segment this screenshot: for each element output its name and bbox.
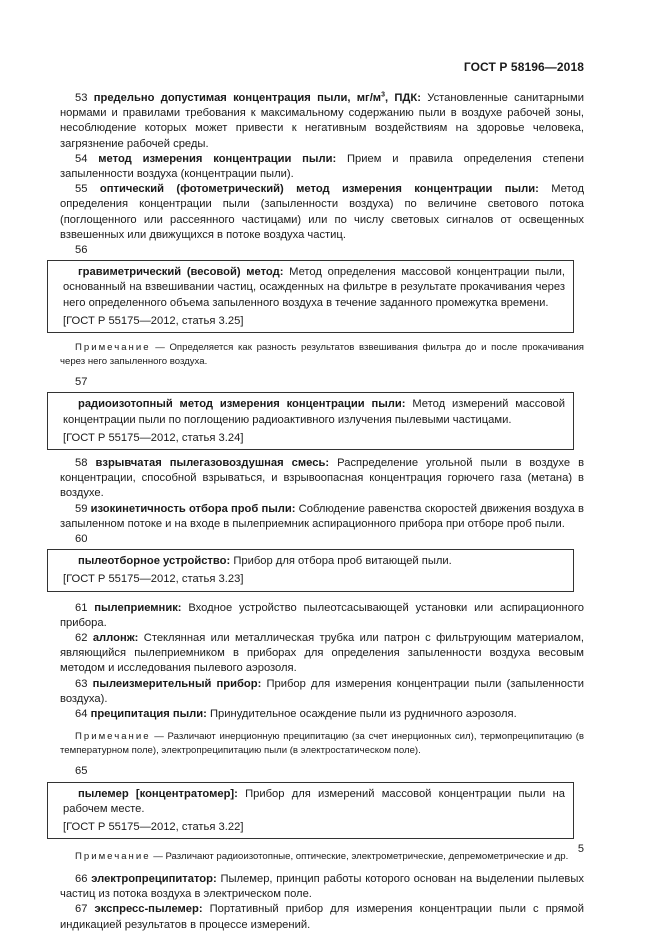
term-number: 64	[75, 708, 88, 721]
term-67	[60, 902, 584, 932]
term-title: предельно допустимая концентрация пыли, мг/м	[93, 92, 382, 104]
term-title: метод измерения концентрации пыли:	[98, 152, 337, 165]
term-65-number: 65	[75, 765, 88, 778]
term-53	[60, 91, 584, 152]
term-definition: Прибор для измерений массовой концентрации пыли на рабочем месте.	[63, 787, 565, 815]
term-title: радиоизотопный метод измерения концентрации пыли:	[78, 398, 406, 411]
term-title: оптический (фотометрический) метод измерения концентрации пыли:	[99, 183, 539, 196]
term-title: электропреципитатор:	[91, 872, 217, 885]
term-58	[60, 456, 584, 502]
term-title: взрывчатая пылегазовоздушная смесь:	[95, 457, 330, 470]
term-definition: Прием и правила определения степени запыленности воздуха (концентрации пыли).	[60, 152, 584, 181]
term-number: 62	[75, 632, 88, 645]
term-59	[60, 502, 584, 532]
term-57	[63, 397, 565, 427]
standard-header: ГОСТ Р 58196—2018	[463, 60, 584, 74]
term-number: 53	[75, 92, 88, 104]
term-60-box	[47, 549, 574, 591]
term-54	[60, 152, 584, 182]
term-62	[60, 631, 584, 677]
page-number: 5	[577, 843, 584, 855]
term-number: 54	[75, 152, 88, 165]
term-title: пылемер [концентратомер]:	[78, 787, 238, 800]
source-reference: [ГОСТ Р 55175—2012, статья 3.25]	[63, 314, 244, 327]
term-title: изокинетичность отбора проб пыли:	[90, 502, 296, 515]
term-definition: Установленные санитарными нормами и правилами требования к максимальному содержанию пыли в воздухе рабочей зоны, несоблюдение которых может привести к негативным воздействиям на здоровье человека, загрязнение рабочей среды.	[60, 92, 584, 150]
term-number: 59	[75, 502, 88, 515]
term-number: 58	[75, 457, 88, 470]
term-64	[60, 707, 584, 722]
term-65-box	[47, 782, 574, 840]
note-label: Примечание	[75, 342, 151, 354]
note-64	[60, 730, 584, 757]
term-definition: Входное устройство пылеотсасывающей установки или аспирационного прибора.	[60, 601, 584, 629]
term-55	[60, 182, 584, 243]
term-63	[60, 677, 584, 707]
term-number: 67	[75, 903, 88, 916]
term-definition: Принудительное осаждение пыли из рудничного аэрозоля.	[206, 708, 517, 721]
source-reference: [ГОСТ Р 55175—2012, статья 3.24]	[63, 431, 244, 444]
term-definition: Соблюдение равенства скоростей движения воздуха в запыленном потоке и на входе в пылеприемник аспирационного прибора при отборе проб пыли.	[60, 502, 584, 530]
term-57-number: 57	[75, 376, 88, 389]
term-65	[63, 787, 565, 817]
note-text: — Различают радиоизотопные, оптические, электрометрические, депремометрические и др.	[150, 851, 569, 863]
term-title-superscript: 3	[381, 91, 385, 99]
note-label: Примечание	[75, 851, 151, 863]
note-65	[60, 850, 584, 864]
term-definition: Стеклянная или металлическая трубка или патрон с фильтрующим материалом, являющийся пылеприемником в приборах для определения запыленности воздуха весовым методом и исследования пылевого аэрозоля.	[60, 632, 585, 675]
source-reference: [ГОСТ Р 55175—2012, статья 3.23]	[63, 573, 244, 586]
term-number: 61	[75, 601, 88, 614]
term-definition: Прибор для измерения концентрации пыли (запыленности воздуха).	[60, 677, 584, 705]
term-60-number: 60	[75, 533, 88, 546]
term-definition: Портативный прибор для измерения концентрации пыли с прямой индикацией результатов в процессе измерений.	[60, 903, 584, 931]
term-56	[63, 265, 565, 311]
term-title-suffix: , ПДК:	[385, 92, 421, 104]
term-number: 55	[75, 183, 88, 196]
term-61	[60, 601, 584, 631]
note-label: Примечание	[75, 731, 151, 743]
note-text: — Различают инерционную преципитацию (за счет инерционных сил), термопреципитацию (в температурном поле), электропреципитацию пыли (в электростатическом поле).	[60, 731, 584, 756]
term-title: пылеприемник:	[94, 601, 182, 614]
term-title: преципитация пыли:	[90, 708, 207, 721]
term-number: 63	[75, 677, 88, 690]
term-number: 66	[75, 872, 88, 885]
note-56	[60, 341, 584, 368]
term-title: пылеотборное устройство:	[78, 555, 231, 568]
term-definition: Метод определения массовой концентрации пыли, основанный на взвешивании частиц, осажденных на фильтре в результате прокачивания через него определенного объема запыленного воздуха в течение заданного промежутка времени.	[63, 266, 565, 309]
term-definition: Метод измерений массовой концентрации пыли по поглощению радиоактивного излучения пылевыми частицами.	[63, 398, 565, 426]
term-title: экспресс-пылемер:	[94, 903, 203, 916]
term-definition: Распределение угольной пыли в воздухе в концентрации, способной взрываться, и взрывоопасная концентрация горючего газа (метана) в воздухе.	[60, 457, 585, 500]
term-56-box	[47, 260, 574, 333]
term-56-number: 56	[75, 244, 88, 257]
source-reference: [ГОСТ Р 55175—2012, статья 3.22]	[63, 821, 244, 834]
term-title: гравиметрический (весовой) метод:	[78, 266, 284, 279]
note-text: — Определяется как разность результатов взвешивания фильтра до и после прокачивания через него запыленного воздуха.	[60, 342, 584, 367]
term-60	[63, 554, 565, 569]
term-definition: Метод определения концентрации пыли (запыленности воздуха) по величине светового потока (поглощенного или рассеянного частицами) или по числу световых сигналов от освещенных взвешенных или движущихся в потоке воздуха частиц.	[60, 183, 585, 241]
document-body	[60, 91, 584, 933]
term-66	[60, 872, 584, 902]
term-title: аллонж:	[92, 632, 139, 645]
term-title: пылеизмерительный прибор:	[92, 677, 262, 690]
term-definition: Прибор для отбора проб витающей пыли.	[230, 555, 452, 568]
term-57-box	[47, 392, 574, 450]
term-definition: Пылемер, принцип работы которого основан на выделении пылевых частиц из потока воздуха в электрическом поле.	[60, 872, 585, 901]
